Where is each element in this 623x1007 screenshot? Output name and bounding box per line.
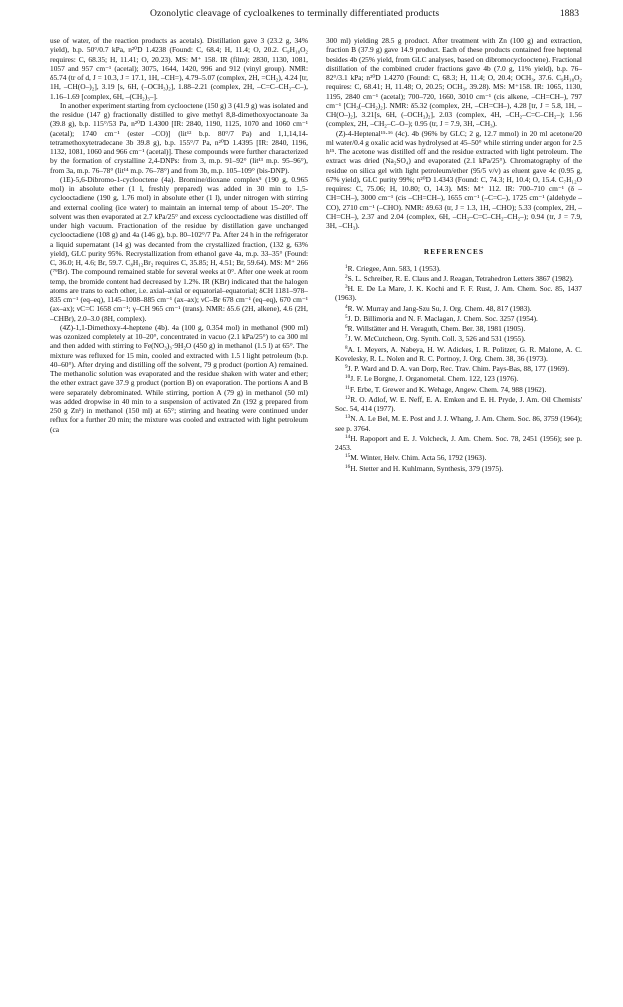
reference-item: $^9$J. P. Ward and D. A. van Dorp, Rec. Trav. Chim. Pays-Bas, 88, 177 (1969). bbox=[345, 364, 570, 373]
reference-item: $^{15}$M. Winter, Helv. Chim. Acta 56, 1792 (1963). bbox=[345, 453, 487, 463]
reference-item: $^{10}$J. F. Le Borgne, J. Organometal. Chem. 122, 123 (1976). bbox=[345, 374, 519, 384]
page-header bbox=[0, 8, 623, 24]
reference-item: $^8$A. I. Meyers, A. Nabeya, H. W. Adickes, I. R. Politzer, G. R. Malone, A. C. Kovelesky, R. L. Nolen and R. C. Portnoy, J. Org. Chem. 38, 36 (1973). bbox=[335, 344, 582, 363]
reference-item: $^5$J. D. Billimoria and N. F. Maclagan, J. Chem. Soc. 3257 (1954). bbox=[345, 313, 538, 323]
reference-item: $^{14}$H. Rapoport and E. J. Volcheck, J. Am. Chem. Soc. 78, 2451 (1956); see p. 2453. bbox=[335, 433, 582, 452]
paragraph-heptenal: (Z)-4-Heptenal¹⁵·¹⁶ (4c). 4b (96% by GLC; 2 g, 12.7 mmol) in 20 ml acetone/20 ml water/0.4 g oxalic acid was hydrolysed at 45–50° while stirring under argon for 2.5 h¹⁵. The acetone was distilled off and the residue extracted with light petroleum. The extract was dried (Na₂SO₄) and evaporated (2.1 kPa/25°). Chromatography of the residue on silica gel with light petroleum/ether (95/5 v/v) as eluent gave 4c (0.95 g, 67% yield), GLC purity 99%; n²⁰D 1.4343 (Found: C, 74.3; H, 10.4; O, 15.4. C₇H₁₂O requires: C, 75.06; H, 10.80; O, 14.3). MS: M⁺ 112. IR: 700–710 cm⁻¹ (δ –CH=CH–), 3000 cm⁻¹ (cis –CH=CH–), 1655 cm⁻¹ (–C=C–), 1725 cm⁻¹ (aldehyde –CO), 2710 cm⁻¹ (–CHO). NMR: δ9.63 (tr, J = 1.3, 1H, –CHO); 5.33 (complex, 2H, –CH=CH–), 2.37 and 2.04 (complex, 6H, –CH₂–C=C–CH₂–CH₂–); 0.94 (tr, J = 7.9, 3H, –CH₃). bbox=[326, 128, 582, 230]
reference-item: $^{11}$F. Erbe, T. Grewer and K. Wehage, Angew. Chem. 74, 988 (1962). bbox=[345, 384, 547, 394]
paragraph-dimethoxy-heptene: (4Z)-1,1-Dimethoxy-4-heptene (4b). 4a (100 g, 0.354 mol) in methanol (900 ml) was ozonized completely at 10–20°, concentrated in vacuo (2.1 kPa/25°) to ca 300 ml and then added with stirring to Fe(NO₃)₃·9H₂O (450 g) in methanol (1.5 l) at 65°. The mixture was refluxed for 15 min, cooled and extracted with 1.5 l light petroleum (b.p. 40–60°). After drying and distilling off the solvent, 79 g product (portion A) remained. The methanolic solution was evaporated and the residue shaken with water and ether; the ether extract gave 37.9 g product (portion B) on evaporation. The portions A and B were separately debrominated. While stirring, portion A (79 g) in methanol (50 ml) was added dropwise in 40 min to a suspension of activated Zn (192 g prepared from 250 g Zn¹) in methanol (150 ml) at 65°; stirring and heating were continued under reflux for a further 20 min; the mixture was cooled and extracted with light petroleum (ca bbox=[50, 322, 308, 434]
running-title: Ozonolytic cleavage of cycloalkenes to terminally differentiated products bbox=[150, 8, 440, 19]
paragraph-dibromo-cyclooctene: (1E)-5,6-Dibromo-1-cyclooctene (4a). Bromine/dioxane complex⁵ (190 g, 0.965 mol) in absolute ether (1 l, freshly prepared) was added in 30 min to 1,5-cyclooctadiene (190 g, 1.76 mol) in absolute ether (1 l), under nitrogen with stirring and external cooling (ice water) to maintain an internal temp of about 15–20°. The solvent was then evaporated at 2.7 kPa/25° and excess cyclooctadiene was distilled off under high vacuum. Fractionation of the residue by distillation gave unchanged cyclooctadiene (108 g) and 4a (146 g), b.p. 80–102°/7 Pa. After 24 h in the refrigerator a liquid supernatant (14 g) was decanted from the crystallized fraction, (132 g, 63% yield), GLC purity 95%. Recrystallization from ethanol gave 4a, m.p. 33–35° (Found: C, 36.0; H, 4.6; Br, 59.7. C₈H₁₂Br₂ requires C, 35.85; H, 4.51; Br, 59.64). MS: M⁺ 266 (⁷⁹Br). The compound remained stable for several weeks at 0°. After one week at room temp, the bromide content had decreased by 1.2%. IR (KBr) indicated that the halogen atoms are trans to each other, i.e. axial–axial or equatorial–equatorial; δCH 1181–978–835 cm⁻¹ (eq–eq), 1145–1008–885 cm⁻¹ (ax–ax); νC–Br 678 cm⁻¹ (eq–eq), 670 cm⁻¹ (ax–ax); νC=C 1658 cm⁻¹; γ–CH 965 cm⁻¹ (trans). NMR: δ5.6 (2H, alkene), 4.6 (2H, –CHBr), 2.0–3.0 (8H, complex). bbox=[50, 174, 308, 323]
reference-item: $^6$R. Willstätter and H. Veraguth, Chem. Ber. 38, 1981 (1905). bbox=[345, 324, 526, 333]
right-column bbox=[326, 36, 582, 473]
paragraph-compound-3-data: use of water, of the reaction products as acetals). Distillation gave 3 (23.2 g, 34% yield), b.p. 50°/0.7 kPa, n²⁰D 1.4238 (Found: C, 68.4; H, 11.4; O, 20.2. C₉H₁₈O₂ requires: C, 68.35; H, 11.41; O, 20.23). MS: M⁺ 158. IR (film): 2830, 1130, 1081, 1057 and 957 cm⁻¹ (acetal); 3075, 1644, 1420, 996 and 912 (vinyl group). NMR: δ5.74 (tr of d, J = 10.3, J = 17.1, 1H, –CH=), 4.79–5.07 (complex, 2H, =CH₂), 4.24 [tr, 1H, –CH(O–)₂], 3.19 [s, 6H, (–OCH₃)₂], 1.88–2.21 (complex, 2H, –C=C–CH₂–C–), 1.16–1.69 [complex, 6H, –(CH₂)₃–]. bbox=[50, 36, 308, 101]
reference-item: $^3$H. E. De La Mare, J. K. Kochi and F. F. Rust, J. Am. Chem. Soc. 85, 1437 (1963). bbox=[335, 284, 582, 303]
left-column bbox=[50, 36, 308, 434]
references-heading: REFERENCES bbox=[423, 248, 485, 257]
reference-item: $^{16}$H. Stetter and H. Kuhlmann, Synthesis, 379 (1975). bbox=[345, 463, 504, 473]
reference-item: $^{13}$N. A. Le Bel, M. E. Post and J. J. Whang, J. Am. Chem. Soc. 86, 3759 (1964); see p. 3764. bbox=[335, 414, 582, 433]
reference-item: $^2$S. L. Schreiber, R. E. Claus and J. Reagan, Tetrahedron Letters 3867 (1982). bbox=[345, 273, 574, 283]
page-number: 1883 bbox=[559, 8, 579, 19]
reference-item: $^4$R. W. Murray and Jang-Szu Su, J. Org. Chem. 48, 817 (1983). bbox=[345, 303, 532, 313]
reference-item: $^7$J. W. McCutcheon, Org. Synth. Coll. 3, 526 and 531 (1955). bbox=[345, 334, 526, 344]
reference-item: $^1$R. Criegee, Ann. 583, 1 (1953). bbox=[345, 263, 441, 273]
references-list bbox=[326, 263, 582, 473]
reference-item: $^{12}$R. O. Adlof, W. E. Neff, E. A. Emken and E. H. Pryde, J. Am. Oil Chemists' Soc. 54, 414 (1977). bbox=[335, 394, 582, 413]
paragraph-cyclooctene-experiment: In another experiment starting from cyclooctene (150 g) 3 (41.9 g) was isolated and the residue (147 g) fractionally distilled to give methyl 8,8-dimethoxyoctanoate 3a (39.8 g), b.p. 115°/53 Pa, n²⁰D 1.4300 [IR: 2840, 1190, 1125, 1070 and 1060 cm⁻¹ (acetal); 1740 cm⁻¹ (ester –CO)] (lit¹² b.p. 80°/7 Pa) and 1,1,14,14-tetramethoxytetradecane 3b 39.8 g), b.p. 155°/7 Pa, n²⁰D 1.4395 [IR: 2840, 1196, 1132, 1081, 1060 and 966 cm⁻¹ (acetal)]. These compounds were further characterized by the formation of crystalline 2,4-DNPs: from 3, m.p. 91–92° (lit¹³ m.p. 95–96°), from 3a, m.p. 76–78° (lit¹⁴ m.p. 76–78°) and from 3b, m.p. 105–109° (bis-DNP). bbox=[50, 100, 308, 175]
paragraph-4b-continuation: 300 ml) yielding 28.5 g product. After treatment with Zn (100 g) and extraction, fraction B (37.9 g) gave 14.9 product. Each of these products contained free heptenal besides 4b (25% yield, from GLC analyses, based on dibromocyclooctene). Fractional distillation of the combined cruder fractions gave 4b (7.0 g, 11% yield), b.p. 76–82°/3.1 kPa; n²⁰D 1.4270 (Found: C, 68.3; H, 11.4; O, 20.4; OCH₃, 37.6. C₉H₁₈O₂ requires: C, 68.41; H, 11.48; O, 20.25; OCH₃, 39.28). MS: M⁺158. IR: 1065, 1130, 1195, 2840 cm⁻¹ (acetal); 700–720, 1660, 3010 cm⁻¹ (cis alkene, –CH=CH–), 797 cm⁻¹ [CH₃(–CH₂)₂]. NMR: δ5.32 (complex, 2H, –CH=CH–), 4.28 [tr, J = 5.8, 1H, –CH(O–)₂], 3.21[s, 6H, (–OCH₃)₂], 2.03 (complex, 4H, –CH₂–C=C–CH₂–); 1.56 (complex, 2H, –CH₂–C–O–); 0.95 (tr, J = 7.9, 3H, –CH₃). bbox=[326, 36, 582, 129]
